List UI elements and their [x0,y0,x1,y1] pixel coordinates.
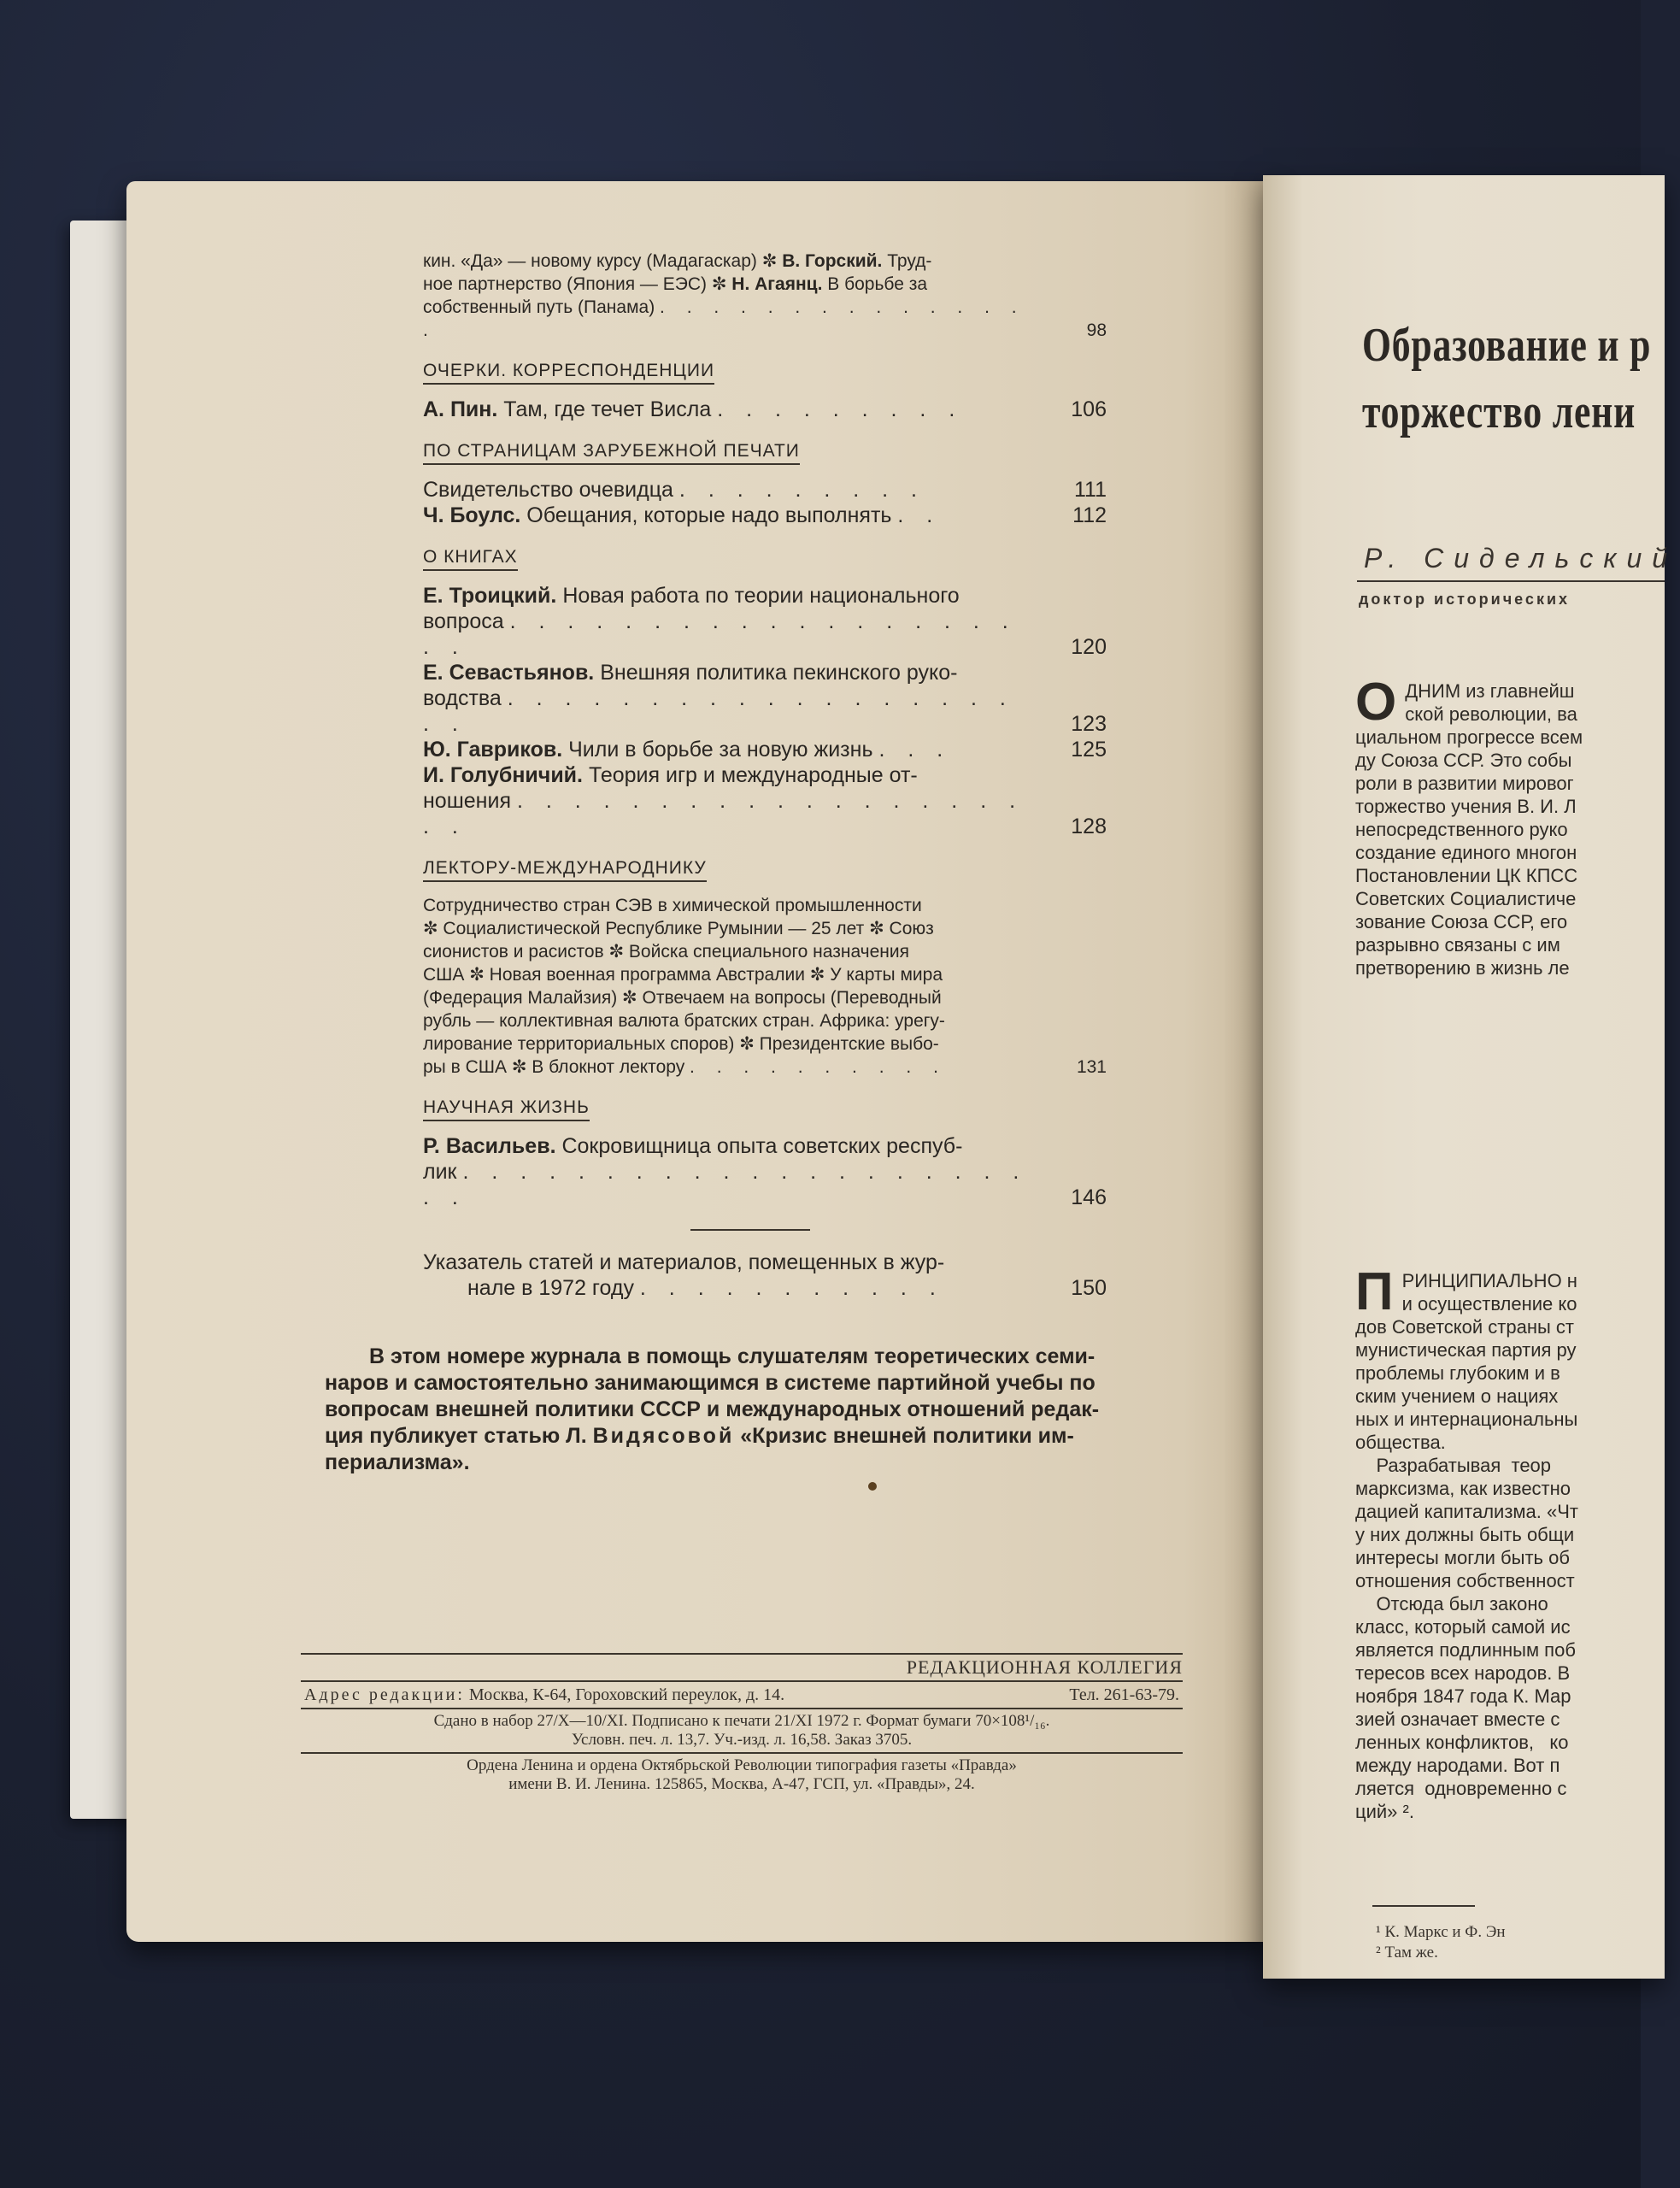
toc-entry: А. Пин. Там, где течет Висла . . . . . . . . . 106 [423,397,1107,421]
section-heading: НАУЧНАЯ ЖИЗНЬ [423,1097,590,1121]
toc-continued-entry: кин. «Да» — новому курсу (Мадагаскар) ✼ В. Горский. Труд- ное партнерство (Япония — ЕЭС) ✼ Н. Агаянц. В борьбе за собственный путь (Панама) . . . . . . . . . . . . . . . 98 [423,251,1107,340]
section-heading: ОЧЕРКИ. КОРРЕСПОНДЕНЦИИ [423,361,714,385]
print-info: Сдано в набор 27/X—10/XI. Подписано к печати 21/XI 1972 г. Формат бумаги 70×108¹/₁₆. Условн. печ. л. 13,7. Уч.-изд. л. 16,58. Заказ 3705. [433,1712,1050,1749]
toc-entry: И. Голубничий. Теория игр и международные от- ношения . . . . . . . . . . . . . . . . . . . . 128 [423,763,1107,838]
page-number: 128 [1071,815,1107,838]
editorial-imprint [301,1653,1183,1797]
article-paragraph: О ДНИМ из главнейш ской революции, ва циальном прогрессе всем ду Союза ССР. Это собы роли в развитии мировог торжество учения В. И. Л непосредственного руко создание единого многон Постановлении ЦК КПСС Советских Социалистиче зование Союза ССР, его разрывно связаны с им претворению в жизнь ле [1355,673,1583,979]
page-number: 120 [1071,635,1107,659]
section-heading: ЛЕКТОРУ-МЕЖДУНАРОДНИКУ [423,858,707,882]
page-number: 125 [1071,738,1107,762]
page-number: 98 [1086,321,1107,340]
toc-entry: Е. Севастьянов. Внешняя политика пекинского руко- водства . . . . . . . . . . . . . . . . . . . . 123 [423,661,1107,736]
editorial-board-heading: РЕДАКЦИОННАЯ КОЛЛЕГИЯ [906,1656,1183,1678]
author-degree: доктор исторических [1359,591,1571,608]
drop-cap: П [1355,1262,1394,1321]
page-number: 106 [1071,397,1107,421]
article-title: Образование и р торжество лени [1362,319,1652,438]
divider [1357,580,1665,582]
page-number: 150 [1071,1276,1107,1300]
toc-entry: Ю. Гавриков. Чили в борьбе за новую жизнь . . . 125 [423,738,1107,762]
issue-notice: В этом номере журнала в помощь слушателям теоретических семи- наров и самостоятельно занимающимся в системе партийной учебы по вопросам внешней политики СССР и международных отношений редак- ция публикует статью Л. Видясовой «Кризис внешней политики им- периализма». [325,1344,1100,1474]
editorial-address: Адрес редакции: Москва, К-64, Гороховский переулок, д. 14. Тел. 261-63-79. [304,1685,1179,1704]
toc-index-entry: Указатель статей и материалов, помещенных в жур- нале в 1972 году . . . . . . . . . . . 150 [423,1250,1107,1300]
paper-spot [868,1482,877,1491]
page-number: 131 [1076,1057,1107,1077]
toc-entry: Сотрудничество стран СЭВ в химической промышленности ✼ Социалистической Республике Румынии — 25 лет ✼ Союз сионистов и расистов ✼ Войска специального назначения США ✼ Новая военная программа Австралии ✼ У карты мира (Федерация Малайзия) ✼ Отвечаем на вопросы (Переводный рубль — коллективная валюта братских стран. Африка: урегу- лирование территориальных споров) ✼ Президентские выбо- ры в США ✼ В блокнот лектору . . . . . . . . . . 131 [423,896,1107,1077]
table-of-contents [423,250,1107,1301]
toc-entry: Е. Троицкий. Новая работа по теории национального вопроса . . . . . . . . . . . . . . . . . . . . 120 [423,584,1107,659]
article-paragraph: П РИНЦИПИАЛЬНО н и осуществление ко дов Советской страны ст мунистическая партия ру проблемы глубоким и в ским учением о нациях ных и интернациональны общества. Разрабатывая теор марксизма, как известно дацией капитализма. «Чт у них должны быть общи интересы могли быть об отношения собственност Отсюда был законо класс, который самой ис является подлинным поб тересов всех народов. В ноября 1847 года К. Мар зией означает вместе с ленных конфликтов, ко между народами. Вот п ляется одновременно с ций» ². [1355,1262,1578,1822]
page-number: 112 [1072,503,1107,527]
toc-entry: Ч. Боулс. Обещания, которые надо выполнять . . 112 [423,503,1107,527]
footnotes: ¹ К. Маркс и Ф. Эн ² Там же. [1376,1923,1506,1962]
footnote-divider [1372,1905,1475,1907]
page-number: 123 [1071,712,1107,736]
article-author: Р. Сидельский [1364,543,1678,573]
page-number: 146 [1071,1185,1107,1209]
page-number: 111 [1073,478,1107,502]
toc-entry: Р. Васильев. Сокровищница опыта советских респуб- лик . . . . . . . . . . . . . . . . . . . . . . 146 [423,1134,1107,1209]
drop-cap: О [1355,673,1397,732]
divider [690,1229,810,1231]
section-heading: ПО СТРАНИЦАМ ЗАРУБЕЖНОЙ ПЕЧАТИ [423,441,800,465]
toc-entry: Свидетельство очевидца . . . . . . . . . 111 [423,478,1107,502]
right-page [1263,175,1678,1979]
printer-info: Ордена Ленина и ордена Октябрьской Революции типография газеты «Правда» имени В. И. Ленина. 125865, Москва, А-47, ГСП, ул. «Правды», 24. [467,1756,1017,1793]
section-heading: О КНИГАХ [423,547,518,571]
